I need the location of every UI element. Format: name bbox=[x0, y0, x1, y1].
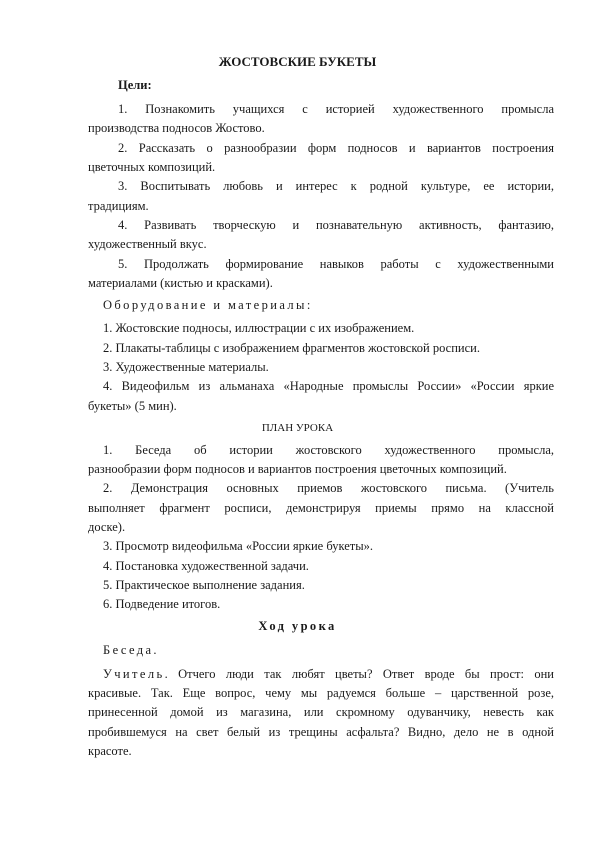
goals-line: 5. Продолжать формирование навыков работы с художественными bbox=[118, 257, 554, 271]
goals-line: производства подносов Жостово. bbox=[88, 121, 265, 135]
plan-line: доске). bbox=[88, 520, 126, 534]
teacher-label: Учитель. bbox=[103, 667, 171, 681]
equipment-line: 1. Жостовские подносы, иллюстрации с их изображением. bbox=[103, 321, 415, 335]
plan-heading: ПЛАН УРОКА bbox=[261, 422, 334, 434]
goals-line: материалами (кистью и красками). bbox=[88, 276, 273, 290]
lesson-line: принесенной домой из магазина, или скромному одуванчику, невесть как bbox=[88, 705, 554, 719]
lesson-first-line bbox=[103, 665, 554, 684]
equipment-heading: Оборудование и материалы: bbox=[103, 298, 313, 312]
goals-line: 3. Воспитывать любовь и интерес к родной культуре, ее истории, bbox=[118, 179, 554, 193]
plan-line: разнообразии форм подносов и вариантов построения цветочных композиций. bbox=[88, 462, 507, 476]
plan-line: 6. Подведение итогов. bbox=[103, 597, 221, 611]
lesson-heading: Ход урока bbox=[258, 619, 337, 633]
goals-line: художественный вкус. bbox=[88, 237, 207, 251]
conversation-heading: Беседа. bbox=[103, 643, 159, 657]
lesson-line: красоте. bbox=[88, 744, 132, 758]
goals-line: традициям. bbox=[88, 199, 149, 213]
lesson-line: красивые. Так. Еще вопрос, чему мы радуемся больше – царственной розе, bbox=[88, 686, 554, 700]
lesson-line: пробившемуся на свет белый из трещины асфальта? Видно, дело не в одной bbox=[88, 725, 554, 739]
equipment-line: 4. Видеофильм из альманаха «Народные промыслы России» «России яркие bbox=[103, 379, 554, 393]
goals-line: 4. Развивать творческую и познавательную активность, фантазию, bbox=[118, 218, 554, 232]
goals-heading: Цели: bbox=[118, 78, 152, 92]
goals-line: 1. Познакомить учащихся с историей художественного промысла bbox=[118, 102, 554, 116]
plan-line: выполняет фрагмент росписи, демонстрируя приемы прямо на классной bbox=[88, 501, 554, 515]
goals-line: цветочных композиций. bbox=[88, 160, 216, 174]
goals-line: 2. Рассказать о разнообразии форм подносов и вариантов построения bbox=[118, 141, 554, 155]
plan-line: 4. Постановка художественной задачи. bbox=[103, 559, 309, 573]
plan-line: 2. Демонстрация основных приемов жостовского письма. (Учитель bbox=[103, 481, 554, 495]
plan-line: 5. Практическое выполнение задания. bbox=[103, 578, 305, 592]
document-title: ЖОСТОВСКИЕ БУКЕТЫ bbox=[218, 54, 377, 69]
equipment-line: 3. Художественные материалы. bbox=[103, 360, 269, 374]
plan-line: 3. Просмотр видеофильма «России яркие букеты». bbox=[103, 539, 374, 553]
plan-line: 1. Беседа об истории жостовского художественного промысла, bbox=[103, 443, 554, 457]
equipment-line: 2. Плакаты-таблицы с изображением фрагментов жостовской росписи. bbox=[103, 341, 480, 355]
equipment-line: букеты» (5 мин). bbox=[88, 399, 177, 413]
lesson-line: Отчего люди так любят цветы? Ответ вроде бы прост: они bbox=[178, 667, 554, 681]
